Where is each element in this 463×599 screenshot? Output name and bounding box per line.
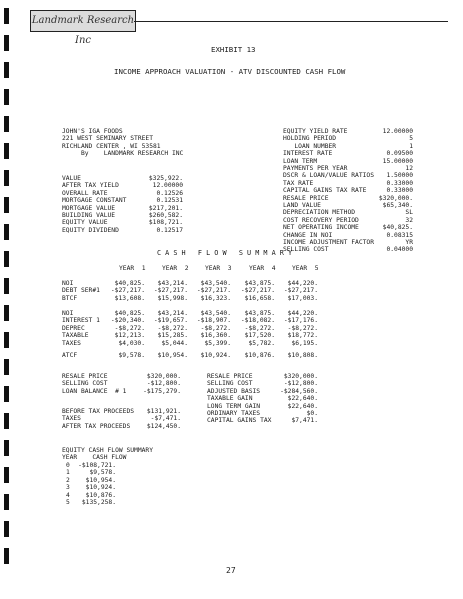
exhibit-number: EXHIBIT 13 <box>211 45 256 54</box>
cell-value: -$20,340. <box>110 317 145 325</box>
cell-value: $12,213. <box>114 332 145 340</box>
param-value: 32 <box>405 216 413 224</box>
param-label: OVERALL RATE <box>62 189 108 197</box>
cell-value: -$27,217. <box>153 287 188 295</box>
resale-value: -$12,800. <box>146 380 181 388</box>
param-label: DSCR & LOAN/VALUE RATIOS <box>283 172 374 180</box>
param-label: CHANGE IN NOI <box>283 231 333 239</box>
param-label: TAX RATE <box>283 179 314 187</box>
resale-value: $320,000. <box>283 373 318 380</box>
param-value: $320,000. <box>378 194 413 202</box>
equity-title: EQUITY CASH FLOW SUMMARY <box>62 447 153 454</box>
row-label: NOI <box>62 310 74 317</box>
row-label: TAXABLE <box>62 332 89 340</box>
year-header: YEAR 1 <box>119 265 146 272</box>
resale-label: SELLING COST <box>62 380 108 388</box>
param-label: COST RECOVERY PERIOD <box>283 216 359 224</box>
cell-value: -$27,217. <box>196 287 231 295</box>
param-value: $325,922. <box>148 175 183 182</box>
resale-value: $131,921. <box>146 408 181 415</box>
param-label: NET OPERATING INCOME <box>283 224 359 232</box>
param-label: DEPRECIATION METHOD <box>283 209 356 217</box>
cell-value: $16,658. <box>244 294 275 302</box>
cell-value: -$8,272. <box>114 324 145 332</box>
cell-value: $17,520. <box>244 332 275 340</box>
param-label: LOAN NUMBER <box>283 142 337 150</box>
cell-value: $43,540. <box>200 310 231 317</box>
equity-value: $135,258. <box>81 499 116 506</box>
cell-value: $40,825. <box>114 310 145 317</box>
param-value: 12 <box>405 165 413 172</box>
cell-value: $18,772. <box>287 332 318 340</box>
cell-value: -$27,217. <box>240 287 275 295</box>
param-label: INTEREST RATE <box>283 150 333 158</box>
cell-value: $44,220. <box>287 310 318 317</box>
resale-label: ADJUSTED BASIS <box>207 387 261 395</box>
row-label: TAXES <box>62 339 81 347</box>
row-label: DEPREC <box>62 324 85 332</box>
row-label: NOI <box>62 280 74 287</box>
row-label: ATCF <box>62 352 78 359</box>
param-value: 0.04000 <box>386 246 413 254</box>
param-label: RESALE PRICE <box>283 194 329 202</box>
company-line: RICHLAND CENTER , WI 53581 <box>62 142 161 150</box>
resale-label: CAPITAL GAINS TAX <box>207 417 272 425</box>
equity-value: $10,954. <box>85 476 116 484</box>
resale-label: TAXES <box>62 415 81 423</box>
cell-value: -$18,907. <box>196 317 231 325</box>
param-label: MORTGAGE VALUE <box>62 204 116 212</box>
resale-label: RESALE PRICE <box>207 373 253 380</box>
cell-value: $5,399. <box>204 339 231 347</box>
resale-value: $124,450. <box>146 422 181 430</box>
cell-value: $16,323. <box>200 294 231 302</box>
cell-value: $4,030. <box>118 339 145 347</box>
cell-value: $43,214. <box>157 310 188 317</box>
param-label: HOLDING PERIOD <box>283 135 337 143</box>
param-value: 0.09500 <box>386 150 413 158</box>
equity-year: 1 <box>66 469 70 477</box>
cell-value: $44,220. <box>287 280 318 287</box>
cell-value: -$18,082. <box>240 317 275 325</box>
company-line: By LANDMARK RESEARCH INC <box>62 150 184 158</box>
row-label: INTEREST 1 <box>62 317 100 325</box>
cell-value: $10,808. <box>287 352 318 359</box>
year-header: YEAR 3 <box>205 265 232 272</box>
param-label: EQUITY DIVIDEND <box>62 226 119 234</box>
cell-value: -$19,657. <box>153 317 188 325</box>
param-label: INCOME ADJUSTMENT FACTOR <box>283 239 374 246</box>
cash-flow-summary-title: C A S H F L O W S U M M A R Y <box>157 249 293 257</box>
cell-value: -$8,272. <box>287 324 318 332</box>
cell-value: -$8,272. <box>200 324 231 332</box>
resale-value: -$12,800. <box>283 380 318 388</box>
cell-value: $16,360. <box>200 332 231 340</box>
resale-label: ORDINARY TAXES <box>207 410 261 417</box>
param-label: MORTGAGE CONSTANT <box>62 197 127 205</box>
equity-year: 3 <box>66 484 70 492</box>
cell-value: $43,875. <box>244 280 275 287</box>
page-number: 27 <box>226 566 236 575</box>
resale-label: LONG TERM GAIN <box>207 402 261 410</box>
equity-value: $9,578. <box>89 469 116 477</box>
resale-label: LOAN BALANCE # 1 <box>62 387 127 395</box>
year-header: YEAR 2 <box>162 265 189 272</box>
resale-value: -$175,279. <box>143 387 181 395</box>
resale-label: AFTER TAX PROCEEDS <box>62 422 131 430</box>
cell-value: $9,578. <box>118 352 145 359</box>
param-label: BUILDING VALUE <box>62 212 116 219</box>
binding-holes <box>4 8 10 598</box>
year-header: YEAR 4 <box>249 265 276 272</box>
cell-value: $43,540. <box>200 280 231 287</box>
cell-value: -$27,217. <box>283 287 318 295</box>
resale-value: $22,640. <box>287 402 318 410</box>
resale-label: BEFORE TAX PROCEEDS <box>62 408 135 415</box>
cell-value: $5,782. <box>248 339 275 347</box>
resale-label: RESALE PRICE <box>62 373 108 380</box>
resale-value: $22,640. <box>287 395 318 403</box>
resale-value: -$7,471. <box>150 415 181 423</box>
param-label: LAND VALUE <box>283 202 321 209</box>
equity-value: -$108,721. <box>78 462 116 469</box>
resale-value: $0. <box>306 410 318 417</box>
resale-label: TAXABLE GAIN <box>207 395 253 403</box>
row-label: BTCF <box>62 294 78 302</box>
cell-value: $17,003. <box>287 294 318 302</box>
param-value: 15.00000 <box>382 157 413 165</box>
param-label: PAYMENTS PER YEAR <box>283 165 348 172</box>
equity-year: 5 <box>66 499 70 506</box>
equity-value: $10,876. <box>85 491 116 499</box>
param-value: 0.33000 <box>386 179 413 187</box>
param-value: 0.08315 <box>386 231 413 239</box>
param-label: SELLING COST <box>283 246 329 254</box>
param-value: $108,721. <box>148 219 183 227</box>
row-label: DEBT SER#1 <box>62 287 100 295</box>
year-header: YEAR 5 <box>292 265 319 272</box>
param-value: 0.12517 <box>156 226 183 234</box>
param-value: YR <box>405 239 413 246</box>
param-label: EQUITY YIELD RATE <box>283 128 348 135</box>
cell-value: $15,285. <box>157 332 188 340</box>
equity-header: YEAR CASH FLOW <box>62 454 127 462</box>
param-value: 1.50000 <box>386 172 413 180</box>
cell-value: -$17,176. <box>283 317 318 325</box>
param-value: 0.12526 <box>156 189 183 197</box>
equity-year: 4 <box>66 491 70 499</box>
cell-value: $40,825. <box>114 280 145 287</box>
cell-value: $10,954. <box>157 352 188 359</box>
resale-value: $320,000. <box>146 373 181 380</box>
param-value: 1 <box>409 142 413 150</box>
resale-value: -$284,560. <box>280 387 318 395</box>
cell-value: $6,195. <box>291 339 318 347</box>
param-label: CAPITAL GAINS TAX RATE <box>283 187 367 195</box>
param-value: 5 <box>409 135 413 143</box>
resale-label: SELLING COST <box>207 380 253 388</box>
param-label: VALUE <box>62 175 81 182</box>
landmark-logo: Landmark Research Inc <box>30 10 136 32</box>
param-value: 12.00000 <box>152 182 183 190</box>
cell-value: $10,924. <box>200 352 231 359</box>
param-value: $65,340. <box>382 202 413 209</box>
equity-year: 2 <box>66 476 70 484</box>
company-line: 221 WEST SEMINARY STREET <box>62 135 153 143</box>
param-value: $40,825. <box>382 224 413 232</box>
header-rule <box>134 21 448 22</box>
param-value: SL <box>405 209 413 217</box>
cell-value: -$8,272. <box>244 324 275 332</box>
param-label: AFTER TAX YIELD <box>62 182 119 190</box>
param-label: EQUITY VALUE <box>62 219 108 227</box>
equity-year: 0 <box>66 462 70 469</box>
param-value: $217,201. <box>148 204 183 212</box>
equity-value: $10,924. <box>85 484 116 492</box>
resale-value: $7,471. <box>291 417 318 425</box>
page-title: INCOME APPROACH VALUATION - ATV DISCOUNTED CASH FLOW <box>114 67 346 76</box>
param-value: 0.33000 <box>386 187 413 195</box>
company-line: JOHN'S IGA FOODS <box>62 128 123 135</box>
param-value: 0.12531 <box>156 197 183 205</box>
cell-value: $10,876. <box>244 352 275 359</box>
cell-value: $43,214. <box>157 280 188 287</box>
cell-value: $13,608. <box>114 294 145 302</box>
cell-value: -$8,272. <box>157 324 188 332</box>
param-value: 12.00000 <box>382 128 413 135</box>
cell-value: $15,998. <box>157 294 188 302</box>
cell-value: -$27,217. <box>110 287 145 295</box>
cell-value: $5,044. <box>161 339 188 347</box>
param-label: LOAN TERM <box>283 157 318 165</box>
param-value: $260,582. <box>148 212 183 219</box>
cell-value: $43,875. <box>244 310 275 317</box>
